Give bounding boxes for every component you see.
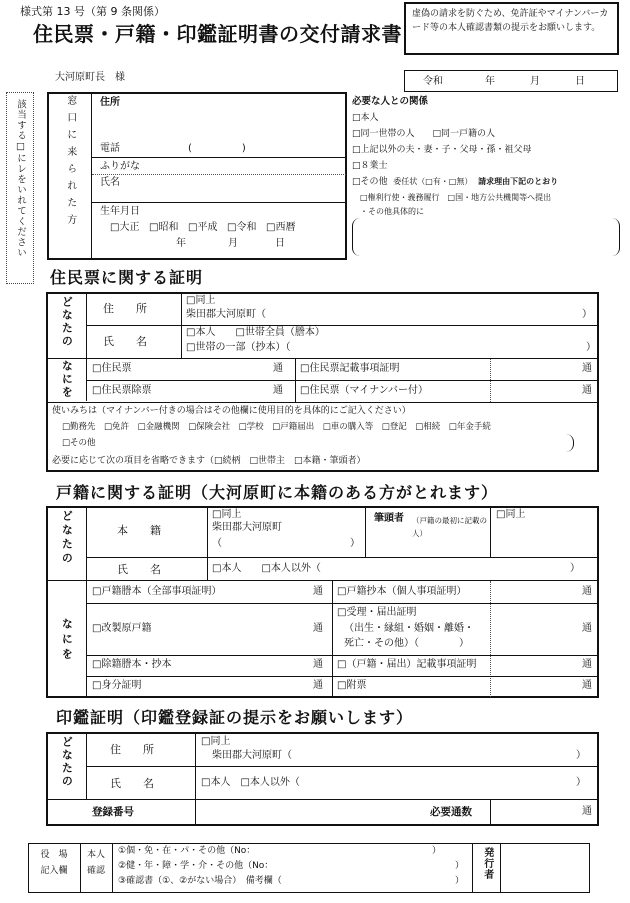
koseki-honseki-open: （ <box>212 538 222 549</box>
juri-options-line[interactable]: 死亡・その他）（ ） <box>344 638 469 649</box>
form-number: 様式第 13 号（第 9 条関係） <box>20 5 165 18</box>
juminhyo-name-opt1[interactable]: □本人 □世帯全員（謄本） <box>186 327 325 338</box>
koseki-item-label[interactable]: □受理・届出証明 <box>337 607 417 618</box>
dob-month-unit: 月 <box>228 238 238 249</box>
id-check-close: ） <box>432 846 442 856</box>
id-check-close: ） <box>455 861 465 871</box>
identity-check-label: 確認 <box>86 866 105 876</box>
juri-options-line[interactable]: （出生・縁組・婚姻・離婚・ <box>344 623 474 634</box>
koseki-item-unit: 通 <box>582 586 592 597</box>
era-showa[interactable]: □昭和 <box>149 222 179 233</box>
inkan-count-unit: 通 <box>582 806 592 817</box>
applicant-address-field[interactable] <box>92 110 346 140</box>
dob-era-options[interactable] <box>110 222 295 235</box>
koseki-honseki-field[interactable] <box>224 536 346 554</box>
koseki-item-unit: 通 <box>313 680 323 691</box>
date-era: 令和 <box>423 76 443 87</box>
reason-note: 請求理由下記のとおり <box>478 177 559 186</box>
relation-title: 必要な人との関係 <box>352 96 429 107</box>
juminhyo-item-unit: 通 <box>273 385 283 396</box>
date-day: 日 <box>575 76 585 87</box>
koseki-what-label: なにを <box>60 617 74 663</box>
relation-self[interactable]: □本人 <box>352 113 379 123</box>
koseki-item-unit: 通 <box>582 623 592 634</box>
inkan-reg-field[interactable] <box>197 801 423 824</box>
koseki-section-title: 戸籍に関する証明（大河原町に本籍のある方がとれます） <box>56 483 499 502</box>
applicant-address-label: 住所 <box>100 97 120 108</box>
koseki-item-label[interactable]: □附票 <box>337 680 367 691</box>
juminhyo-item-unit: 通 <box>582 363 592 374</box>
id-check-line-3[interactable]: ③確認書（①、②がない場合） 備考欄（ <box>118 876 282 886</box>
inkan-address-field[interactable] <box>310 747 572 765</box>
inkan-count-label: 必要通数 <box>430 806 472 818</box>
omit-note[interactable]: 必要に応じて次の項目を省略できます（□続柄 □世帯主 □本籍・筆頭者） <box>52 456 366 466</box>
relation-other[interactable] <box>352 177 558 188</box>
hittousha-note: （戸籍の最初に記載の人） <box>412 516 487 538</box>
usage-options[interactable]: □勤務先 □免許 □金融機関 □保険会社 □学校 □戸籍届出 □車の購入等 □登記 □相続 □年金手続 <box>62 422 491 432</box>
checkbox-instruction: 該当する□にレをいれてください <box>6 92 34 284</box>
juminhyo-address-close: ） <box>582 309 592 320</box>
juminhyo-who-label: どなたの <box>60 296 74 348</box>
inkan-address-prefix: 柴田郡大河原町（ <box>212 750 292 761</box>
id-check-line-1[interactable]: ①個・免・在・パ・その他（No： <box>118 846 256 856</box>
juminhyo-address-label: 住 所 <box>103 302 147 315</box>
juminhyo-name-label: 氏 名 <box>103 335 147 348</box>
koseki-honseki-same[interactable]: □同上 <box>212 509 242 520</box>
koseki-honseki-addr: 柴田郡大河原町 <box>212 522 282 533</box>
dob-year-unit: 年 <box>176 238 186 249</box>
office-label: 記入欄 <box>40 866 68 876</box>
identity-check-label: 本人 <box>86 850 105 860</box>
koseki-item-unit: 通 <box>582 659 592 670</box>
juminhyo-item-label[interactable]: □住民票記載事項証明 <box>300 363 400 374</box>
usage-title: 使いみちは（マイナンバー付きの場合はその他欄に使用目的を具体的にご記入ください） <box>52 406 411 416</box>
juminhyo-what-label: なにを <box>60 360 74 399</box>
juminhyo-item-unit: 通 <box>582 385 592 396</box>
request-date[interactable] <box>404 70 618 92</box>
koseki-item-unit: 通 <box>313 623 323 634</box>
juminhyo-address-prefix: 柴田郡大河原町（ <box>186 309 266 320</box>
koseki-item-label[interactable]: □戸籍抄本（個人事項証明） <box>337 586 467 597</box>
koseki-item-label[interactable]: □除籍謄本・抄本 <box>92 659 172 670</box>
inkan-name-label: 氏 名 <box>110 777 154 790</box>
applicant-phone-label: 電話 <box>100 143 120 154</box>
applicant-name-label: 氏名 <box>100 177 120 188</box>
juminhyo-item-label[interactable]: □住民票除票 <box>92 385 152 396</box>
koseki-item-label[interactable]: □身分証明 <box>92 680 142 691</box>
relation-other-label[interactable]: □その他 <box>352 177 388 187</box>
issuer-field[interactable] <box>501 844 589 892</box>
usage-other-field[interactable] <box>104 434 574 452</box>
era-taisho[interactable]: □大正 <box>110 222 140 233</box>
juminhyo-section-title: 住民票に関する証明 <box>50 268 204 287</box>
juminhyo-item-label[interactable]: □住民票 <box>92 363 132 374</box>
koseki-item-label[interactable]: □改製原戸籍 <box>92 623 152 634</box>
inkan-name-opts[interactable]: □本人 □本人以外（ <box>201 777 300 788</box>
juminhyo-name-opt2[interactable]: □世帯の一部（抄本）（ <box>186 342 291 353</box>
applicant-phone-field[interactable]: ( ) <box>188 143 246 154</box>
other-specific-field[interactable] <box>352 218 620 256</box>
applicant-name-field[interactable] <box>130 176 345 200</box>
juminhyo-address-field[interactable] <box>300 306 580 324</box>
applicant-vertical-label: 窓口に来られた方 <box>64 95 76 231</box>
notice-text: 虚偽の請求を防ぐため、免許証やマイナンバーカード等の本人確認書類の提示をお願いします。 <box>412 9 609 33</box>
id-check-line-2[interactable]: ②健・年・障・学・介・その他（No： <box>118 861 274 871</box>
koseki-item-label[interactable]: □（戸籍・届出）記載事項証明 <box>337 659 477 670</box>
relation-household[interactable]: □同一世帯の人 □同一戸籍の人 <box>352 129 496 139</box>
koseki-name-opts[interactable]: □本人 □本人以外（ <box>212 563 321 574</box>
koseki-who-label: どなたの <box>60 510 74 566</box>
era-heisei[interactable]: □平成 <box>188 222 218 233</box>
dob-day-unit: 日 <box>275 238 285 249</box>
koseki-item-unit: 通 <box>582 680 592 691</box>
juminhyo-item-unit: 通 <box>273 363 283 374</box>
issuer-label: 発行者 <box>481 847 493 880</box>
koseki-honseki-label: 本 籍 <box>117 524 161 537</box>
koseki-name-close: ） <box>570 563 580 574</box>
hittousha-label: 筆頭者 <box>374 513 404 524</box>
koseki-item-unit: 通 <box>313 586 323 597</box>
id-check-close: ） <box>455 876 465 886</box>
juminhyo-name-close: ） <box>586 342 596 353</box>
relation-family[interactable]: □上記以外の夫・妻・子・父母・孫・祖父母 <box>352 145 532 155</box>
date-year: 年 <box>485 76 495 87</box>
furigana-label: ふりがな <box>100 161 140 172</box>
inkan-who-label: どなたの <box>60 736 74 788</box>
proxy-letter-option[interactable]: 委任状（□有・□無） <box>393 177 473 186</box>
koseki-item-label[interactable]: □戸籍謄本（全部事項証明） <box>92 586 222 597</box>
koseki-name-label: 氏 名 <box>117 563 161 576</box>
era-reiwa[interactable]: □令和 <box>227 222 257 233</box>
office-label: 役 場 <box>40 850 68 860</box>
relation-other-sub[interactable]: □権利行使・義務履行 □国・地方公共機関等へ提出 <box>360 193 552 202</box>
inkan-address-close: ） <box>576 750 586 761</box>
koseki-item-unit: 通 <box>313 659 323 670</box>
hittousha-same[interactable]: □同上 <box>496 509 526 520</box>
juminhyo-item-label[interactable]: □住民票（マイナンバー付） <box>300 385 429 396</box>
notice-box <box>404 2 619 55</box>
inkan-address-same[interactable]: □同上 <box>201 736 231 747</box>
inkan-name-close: ） <box>576 777 586 788</box>
koseki-honseki-close: ） <box>350 538 360 549</box>
inkan-address-label: 住 所 <box>110 743 154 756</box>
addressee: 大河原町長 様 <box>55 72 125 83</box>
form-title: 住民票・戸籍・印鑑証明書の交付請求書 <box>33 22 402 46</box>
dob-label: 生年月日 <box>100 206 140 217</box>
juminhyo-address-same[interactable]: □同上 <box>186 295 216 306</box>
era-seireki[interactable]: □西暦 <box>266 222 296 233</box>
usage-other[interactable]: □その他 <box>62 438 96 448</box>
inkan-section-title: 印鑑証明（印鑑登録証の提示をお願いします） <box>56 708 414 727</box>
relation-other-specific-label: ・その他具体的に <box>360 207 424 216</box>
relation-professional[interactable]: □８業士 <box>352 161 388 171</box>
inkan-reg-label: 登録番号 <box>92 806 134 818</box>
date-month: 月 <box>530 76 540 87</box>
